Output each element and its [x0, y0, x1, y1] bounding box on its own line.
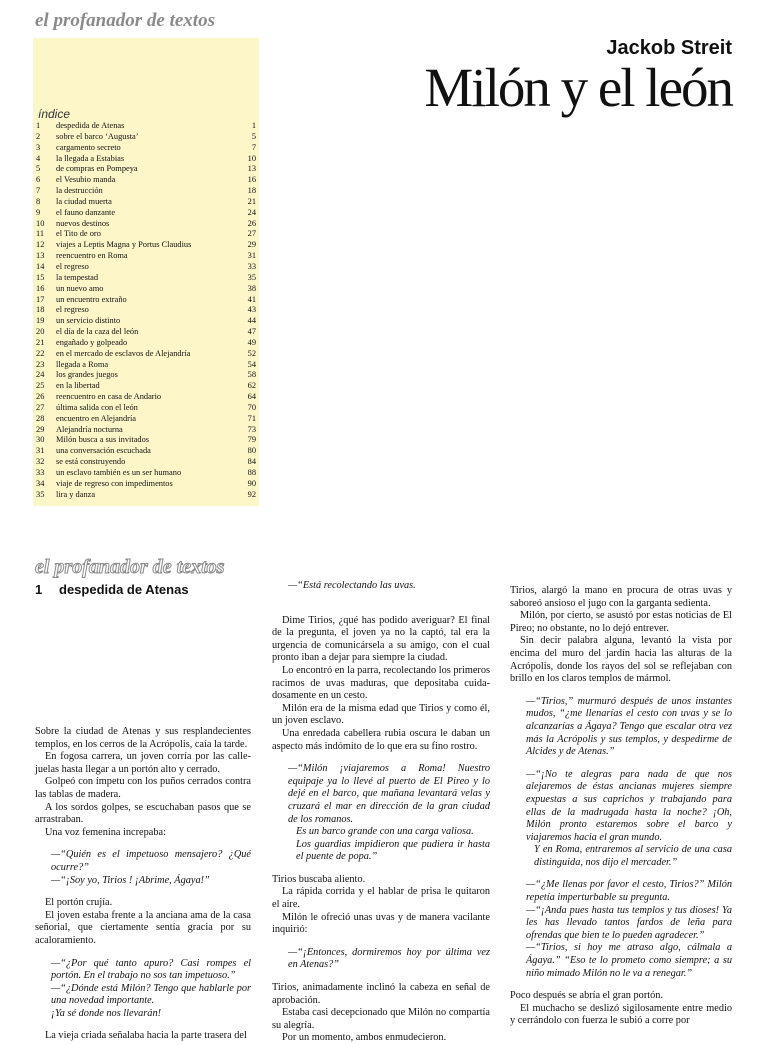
paragraph: El joven estaba frente a la anciana ama de la casa señorial, que ciertamente sentía gracia por su acaloramiento. [35, 909, 251, 946]
toc-entry-number: 23 [36, 359, 45, 369]
toc-entry-number: 1 [36, 121, 41, 130]
brand-header: el profanador de textos [35, 10, 215, 31]
toc-entry[interactable] [36, 164, 256, 175]
toc-entry-title: se está construyendo [56, 457, 126, 467]
toc-entry[interactable] [36, 316, 256, 327]
toc-entry-page: 18 [247, 186, 256, 196]
toc-entry-page: 35 [247, 272, 256, 282]
toc-entry-title: llegada a Roma [56, 359, 109, 369]
toc-entry[interactable] [36, 381, 256, 392]
spacer [35, 839, 251, 849]
chapter-title: despedida de Atenas [59, 582, 189, 597]
toc-entry-number: 16 [36, 283, 45, 293]
toc-entry-title: encuentro en Alejandría [56, 413, 136, 423]
toc-entry[interactable] [36, 490, 256, 501]
toc-entry[interactable] [36, 446, 256, 457]
toc-entry[interactable] [36, 305, 256, 316]
toc-entry-page: 64 [247, 392, 256, 402]
dialogue-line: —“Quién es el impetuoso mensajero? ¿Qué ocurre?” [51, 849, 251, 873]
toc-entry-title: un encuentro extraño [56, 294, 127, 304]
toc-entry-page: 52 [247, 348, 256, 358]
toc-entry-page: 38 [247, 283, 256, 293]
toc-entry-title: cargamento secreto [56, 142, 121, 152]
toc-entry-page: 54 [247, 359, 256, 369]
paragraph: Tirios buscaba aliento. [272, 873, 366, 885]
toc-entry[interactable] [36, 360, 256, 371]
brand-watermark: el profanador de textos [35, 556, 225, 578]
toc-entry-title: un esclavo también es un ser humano [56, 468, 182, 477]
toc-entry-title: despedida de Atenas [56, 121, 125, 130]
dialogue-line: —“¡Soy yo, Tirios ! ¡Abrime, Ágaya!” [51, 874, 210, 886]
toc-entry-number: 20 [36, 327, 45, 337]
book-title: Milón y el león [424, 57, 732, 118]
toc-entry-number: 2 [36, 131, 41, 141]
spacer [510, 759, 732, 769]
toc-entry-number: 4 [36, 153, 41, 163]
paragraph: La rápida corrida y el hablar de prisa le quitaron el aire. [272, 886, 490, 911]
toc-entry-page: 44 [247, 316, 256, 326]
paragraph: Por un momento, ambos enmudecieron. [282, 1032, 447, 1044]
paragraph: En fogosa carrera, un joven corría por las callejuelas hasta llegar a un portón alto y cerrado. [35, 751, 251, 775]
toc-entry[interactable] [36, 143, 256, 154]
toc-entry-number: 12 [36, 240, 45, 250]
toc-entry-page: 62 [247, 381, 256, 391]
toc-entry[interactable] [36, 251, 256, 262]
paragraph: Una enredada cabellera rubia oscura le daban un aspecto más indómito de lo que era su fino rostro. [272, 727, 490, 752]
toc-entry-number: 3 [36, 142, 41, 152]
toc-entry-number: 10 [36, 218, 45, 228]
paragraph: Sin decir palabra alguna, levantó la vista por encima del muro del jardín hacia las alturas de la Acrópolis, donde los rayos del sol se reflejaban con brillo en los claros templos de mármol. [510, 635, 732, 685]
toc-entry-title: los grandes juegos [56, 370, 118, 380]
toc-entry-page: 47 [247, 327, 256, 337]
paragraph: Milón, por cierto, se asustó por estas noticias de El Pireo; no obstante, no lo dejó entrever. [510, 610, 732, 634]
text-column-2 [272, 580, 490, 1045]
toc-entry-title: en la libertad [56, 381, 100, 391]
toc-entry[interactable] [36, 229, 256, 240]
toc-entry-title: lira y danza [56, 489, 96, 499]
toc-list [36, 121, 256, 501]
toc-entry-number: 26 [36, 392, 45, 402]
toc-entry-title: el regreso [56, 305, 89, 315]
dialogue-line: Y en Roma, entraremos al servicio de una casa distinguida, nos dijo el mercader.” [534, 844, 732, 868]
toc-entry-page: 92 [247, 489, 256, 499]
toc-entry-page: 26 [247, 218, 256, 228]
toc-entry-page: 10 [247, 153, 256, 163]
toc-entry-title: última salida con el león [56, 402, 138, 412]
toc-entry-number: 33 [36, 468, 45, 477]
toc-entry-page: 33 [247, 261, 256, 271]
toc-entry-title: Alejandría nocturna [56, 424, 123, 434]
spacer [510, 686, 732, 696]
toc-entry-title: un nuevo amo [56, 283, 104, 293]
dialogue-line: —“¿Me llenas por favor el cesto, Tirios?” Milón repetía imperturbable su pregunta. [526, 879, 732, 904]
toc-entry-number: 15 [36, 272, 45, 282]
paragraph: Tirios, animadamente inclinó la cabeza en señal de aprobación. [272, 982, 490, 1006]
dialogue-line: —“¡Entonces, dormiremos hoy por última vez en Atenas?” [288, 946, 490, 971]
toc-entry-title: de compras en Pompeya [56, 164, 138, 174]
toc-entry-number: 7 [36, 186, 41, 196]
text-column-1 [35, 726, 251, 1043]
dialogue-line: —“Tirios, si hoy me atraso algo, cálmala a Ágaya.” “Eso te lo prometo como siempre; a su niño mimado Milón no le va a renegar.” [526, 942, 732, 979]
toc-entry[interactable] [36, 349, 256, 360]
toc-entry-page: 41 [247, 294, 256, 304]
paragraph: Milón le ofreció unas uvas y de manera vacilante inquirió: [272, 911, 490, 936]
toc-entry-title: la llegada a Estabias [56, 153, 125, 163]
toc-entry-number: 8 [36, 196, 41, 206]
toc-entry[interactable] [36, 327, 256, 338]
dialogue-line: —“Tirios,” murmuró después de unos instantes mudos, “¿me llenarías el cesto con uvas y se lo alcanzarías a Ágaya? Tengo que escalar otra vez más la Acrópolis y sus templos, y despedirme de Alcides y de Atenas.” [526, 695, 732, 758]
toc-entry-page: 5 [251, 131, 256, 141]
text-column-3 [510, 585, 732, 1028]
spacer [272, 972, 490, 982]
dialogue-line: —“Está recolectando las uvas. [288, 580, 416, 591]
paragraph: Una voz femenina increpaba: [45, 826, 166, 838]
paragraph: Dime Tirios, ¿qué has podido averiguar? El final de la pregunta, el joven ya no la captó, tal era la urgencia de comunicársela a su amigo, con el cual pronto iban a dejar para siempre la ciudad. [272, 614, 490, 664]
toc-entry[interactable] [36, 197, 256, 208]
toc-entry-title: una conversación escuchada [56, 446, 151, 456]
toc-entry-number: 32 [36, 457, 45, 467]
paragraph: Estaba casi decepcionado que Milón no compartía su alegría. [272, 1007, 490, 1031]
toc-entry[interactable] [36, 240, 256, 251]
spacer [35, 948, 251, 958]
toc-entry-number: 5 [36, 164, 41, 174]
toc-entry-page: 84 [247, 457, 256, 467]
toc-entry-page: 88 [247, 468, 256, 477]
toc-entry-page: 7 [251, 142, 256, 152]
toc-entry-title: engañado y golpeado [56, 337, 128, 347]
toc-entry-title: la tempestad [56, 272, 99, 282]
toc-entry-number: 22 [36, 348, 45, 358]
spacer [272, 937, 490, 947]
toc-entry-number: 17 [36, 294, 45, 304]
toc-entry-title: la ciudad muerta [56, 196, 112, 206]
toc-entry-number: 21 [36, 337, 45, 347]
toc-entry-number: 13 [36, 251, 45, 261]
dialogue-line: Es un barco grande con una carga valiosa. [296, 826, 474, 838]
toc-entry-number: 34 [36, 478, 45, 488]
spacer [35, 1020, 251, 1030]
toc-entry-title: sobre el barco ‘Augusta’ [56, 131, 139, 141]
toc-entry-page: 70 [247, 402, 256, 412]
toc-entry-title: la destrucción [56, 186, 103, 196]
dialogue-line: —“¿Dónde está Milón? Tengo que hablarle por una novedad importante. [51, 982, 251, 1007]
toc-entry-page: 71 [247, 413, 256, 423]
paragraph: Golpeó con ímpetu con los puños cerrados contra las tablas de madera. [35, 776, 251, 800]
author-name: Jackob Streit [606, 37, 732, 59]
toc-entry[interactable] [36, 175, 256, 186]
toc-entry[interactable] [36, 435, 256, 446]
paragraph: Milón era de la misma edad que Tirios y como él, un joven esclavo. [272, 702, 490, 727]
toc-entry-page: 80 [247, 446, 256, 456]
toc-entry-page: 24 [247, 207, 256, 217]
toc-entry[interactable] [36, 370, 256, 381]
toc-entry-page: 16 [247, 175, 256, 185]
toc-entry-number: 24 [36, 370, 45, 380]
toc-entry-number: 19 [36, 316, 45, 326]
toc-entry[interactable] [36, 262, 256, 273]
spacer [272, 593, 490, 615]
toc-entry[interactable] [36, 154, 256, 165]
toc-entry-page: 21 [247, 196, 256, 206]
chapter-heading [35, 582, 189, 597]
toc-entry[interactable] [36, 219, 256, 230]
toc-entry[interactable] [36, 403, 256, 414]
toc-entry-number: 28 [36, 413, 45, 423]
dialogue-line: —“¡Anda pues hasta tus templos y tus dioses! Ya les has llevado tantos fardos de leña para ofrendas que bien te lo pueden agradecer.” [526, 904, 732, 941]
spacer [510, 869, 732, 879]
toc-entry-number: 18 [36, 305, 45, 315]
toc-entry-number: 31 [36, 446, 45, 456]
toc-entry-title: viaje de regreso con impedimentos [56, 478, 173, 488]
toc-entry[interactable] [36, 479, 256, 490]
toc-entry[interactable] [36, 273, 256, 284]
toc-entry[interactable] [36, 121, 256, 132]
toc-entry-title: Milón busca a sus invitados [56, 435, 150, 445]
toc-entry[interactable] [36, 208, 256, 219]
toc-entry-number: 9 [36, 207, 41, 217]
toc-entry-title: el fauno danzante [56, 207, 116, 217]
toc-entry-number: 27 [36, 402, 45, 412]
paragraph: A los sordos golpes, se escuchaban pasos que se arrastraban. [35, 801, 251, 826]
toc-entry-page: 1 [251, 121, 256, 130]
toc-entry[interactable] [36, 284, 256, 295]
toc-entry-page: 27 [247, 229, 256, 239]
toc-entry[interactable] [36, 392, 256, 403]
toc-entry-page: 58 [247, 370, 256, 380]
toc-entry-number: 29 [36, 424, 45, 434]
toc-entry[interactable] [36, 457, 256, 468]
paragraph: El portón crujía. [45, 897, 113, 909]
toc-entry-title: el Tito de oro [56, 229, 101, 239]
toc-entry-title: el regreso [56, 261, 89, 271]
toc-entry[interactable] [36, 132, 256, 143]
toc-entry-title: reencuentro en casa de Andario [56, 392, 162, 402]
toc-entry[interactable] [36, 468, 256, 479]
dialogue-line: —“Milón ¡viajaremos a Roma! Nuestro equipaje ya lo llevé al puerto de El Pireo y lo dejé en el barco, que mañana levantará velas y cruzará el mar en dirección de la gran ciudad de los romanos. [288, 763, 490, 825]
spacer [272, 753, 490, 763]
paragraph: Tirios, alargó la mano en procura de otras uvas y saboreó ansioso el jugo con la garganta sedienta. [510, 585, 732, 609]
toc-entry-number: 6 [36, 175, 41, 185]
toc-entry-number: 25 [36, 381, 45, 391]
dialogue-line: ¡Ya sé donde nos llevarán! [51, 1007, 162, 1019]
toc-entry-page: 90 [247, 478, 256, 488]
toc-entry-title: viajes a Leptis Magna y Portus Claudius [56, 240, 192, 250]
paragraph: El muchacho se deslizó sigilosamente entre medio y cerrándolo con fuerza le subió a corre por [510, 1002, 732, 1027]
dialogue-line: —“¡No te alegras para nada de que nos alejaremos de éstas ancianas mujeres siempre expuestas a sus caprichos y trabajando para ellas de la madrugada hasta la noche? ¡Oh, Milón pronto estaremos sobre el barco y viajaremos hacia el gran mundo. [526, 768, 732, 843]
toc-entry-page: 29 [247, 240, 256, 250]
dialogue-line: Los guardias impidieron que pudiera ir hasta el puente de popa.” [296, 838, 490, 863]
dialogue-line: —“¿Por qué tanto apuro? Casi rompes el portón. En el trabajo no sos tan impetuoso.” [51, 957, 251, 982]
toc-entry-page: 73 [247, 424, 256, 434]
paragraph: Poco después se abría el gran portón. [510, 990, 663, 1002]
paragraph: La vieja criada señalaba hacia la parte trasera del [45, 1030, 247, 1042]
toc-entry-title: el Vesubio manda [56, 175, 116, 185]
paragraph: Sobre la ciudad de Atenas y sus resplandecientes templos, en los cerros de la Acrópolis, caía la tarde. [35, 726, 251, 750]
chapter-number: 1 [35, 582, 43, 597]
toc-entry-title: nuevos destinos [56, 218, 110, 228]
toc-entry-title: reencuentro en Roma [56, 251, 128, 261]
toc-entry[interactable] [36, 338, 256, 349]
toc-entry-page: 49 [247, 337, 256, 347]
toc-entry-number: 30 [36, 435, 45, 445]
paragraph: Lo encontró en la parra, recolectando los primeros racimos de uvas maduras, que depositaba cuidadosamente en un cesto. [272, 664, 490, 702]
toc-entry-number: 14 [36, 261, 45, 271]
toc-entry[interactable] [36, 425, 256, 436]
toc-entry-page: 31 [247, 251, 256, 261]
toc-entry-page: 79 [247, 435, 256, 445]
spacer [272, 864, 490, 874]
toc-heading: índice [38, 107, 71, 121]
toc-entry-title: el día de la caza del león [56, 327, 139, 337]
spacer [510, 980, 732, 990]
toc-entry[interactable] [36, 295, 256, 306]
toc-entry-page: 13 [247, 164, 256, 174]
toc-entry-number: 35 [36, 489, 45, 499]
toc-entry[interactable] [36, 414, 256, 425]
toc-entry[interactable] [36, 186, 256, 197]
toc-entry-title: en el mercado de esclavos de Alejandría [56, 348, 191, 358]
toc-entry-number: 11 [36, 229, 45, 239]
toc-entry-title: un servicio distinto [56, 316, 121, 326]
toc-entry-page: 43 [247, 305, 256, 315]
spacer [35, 887, 251, 897]
